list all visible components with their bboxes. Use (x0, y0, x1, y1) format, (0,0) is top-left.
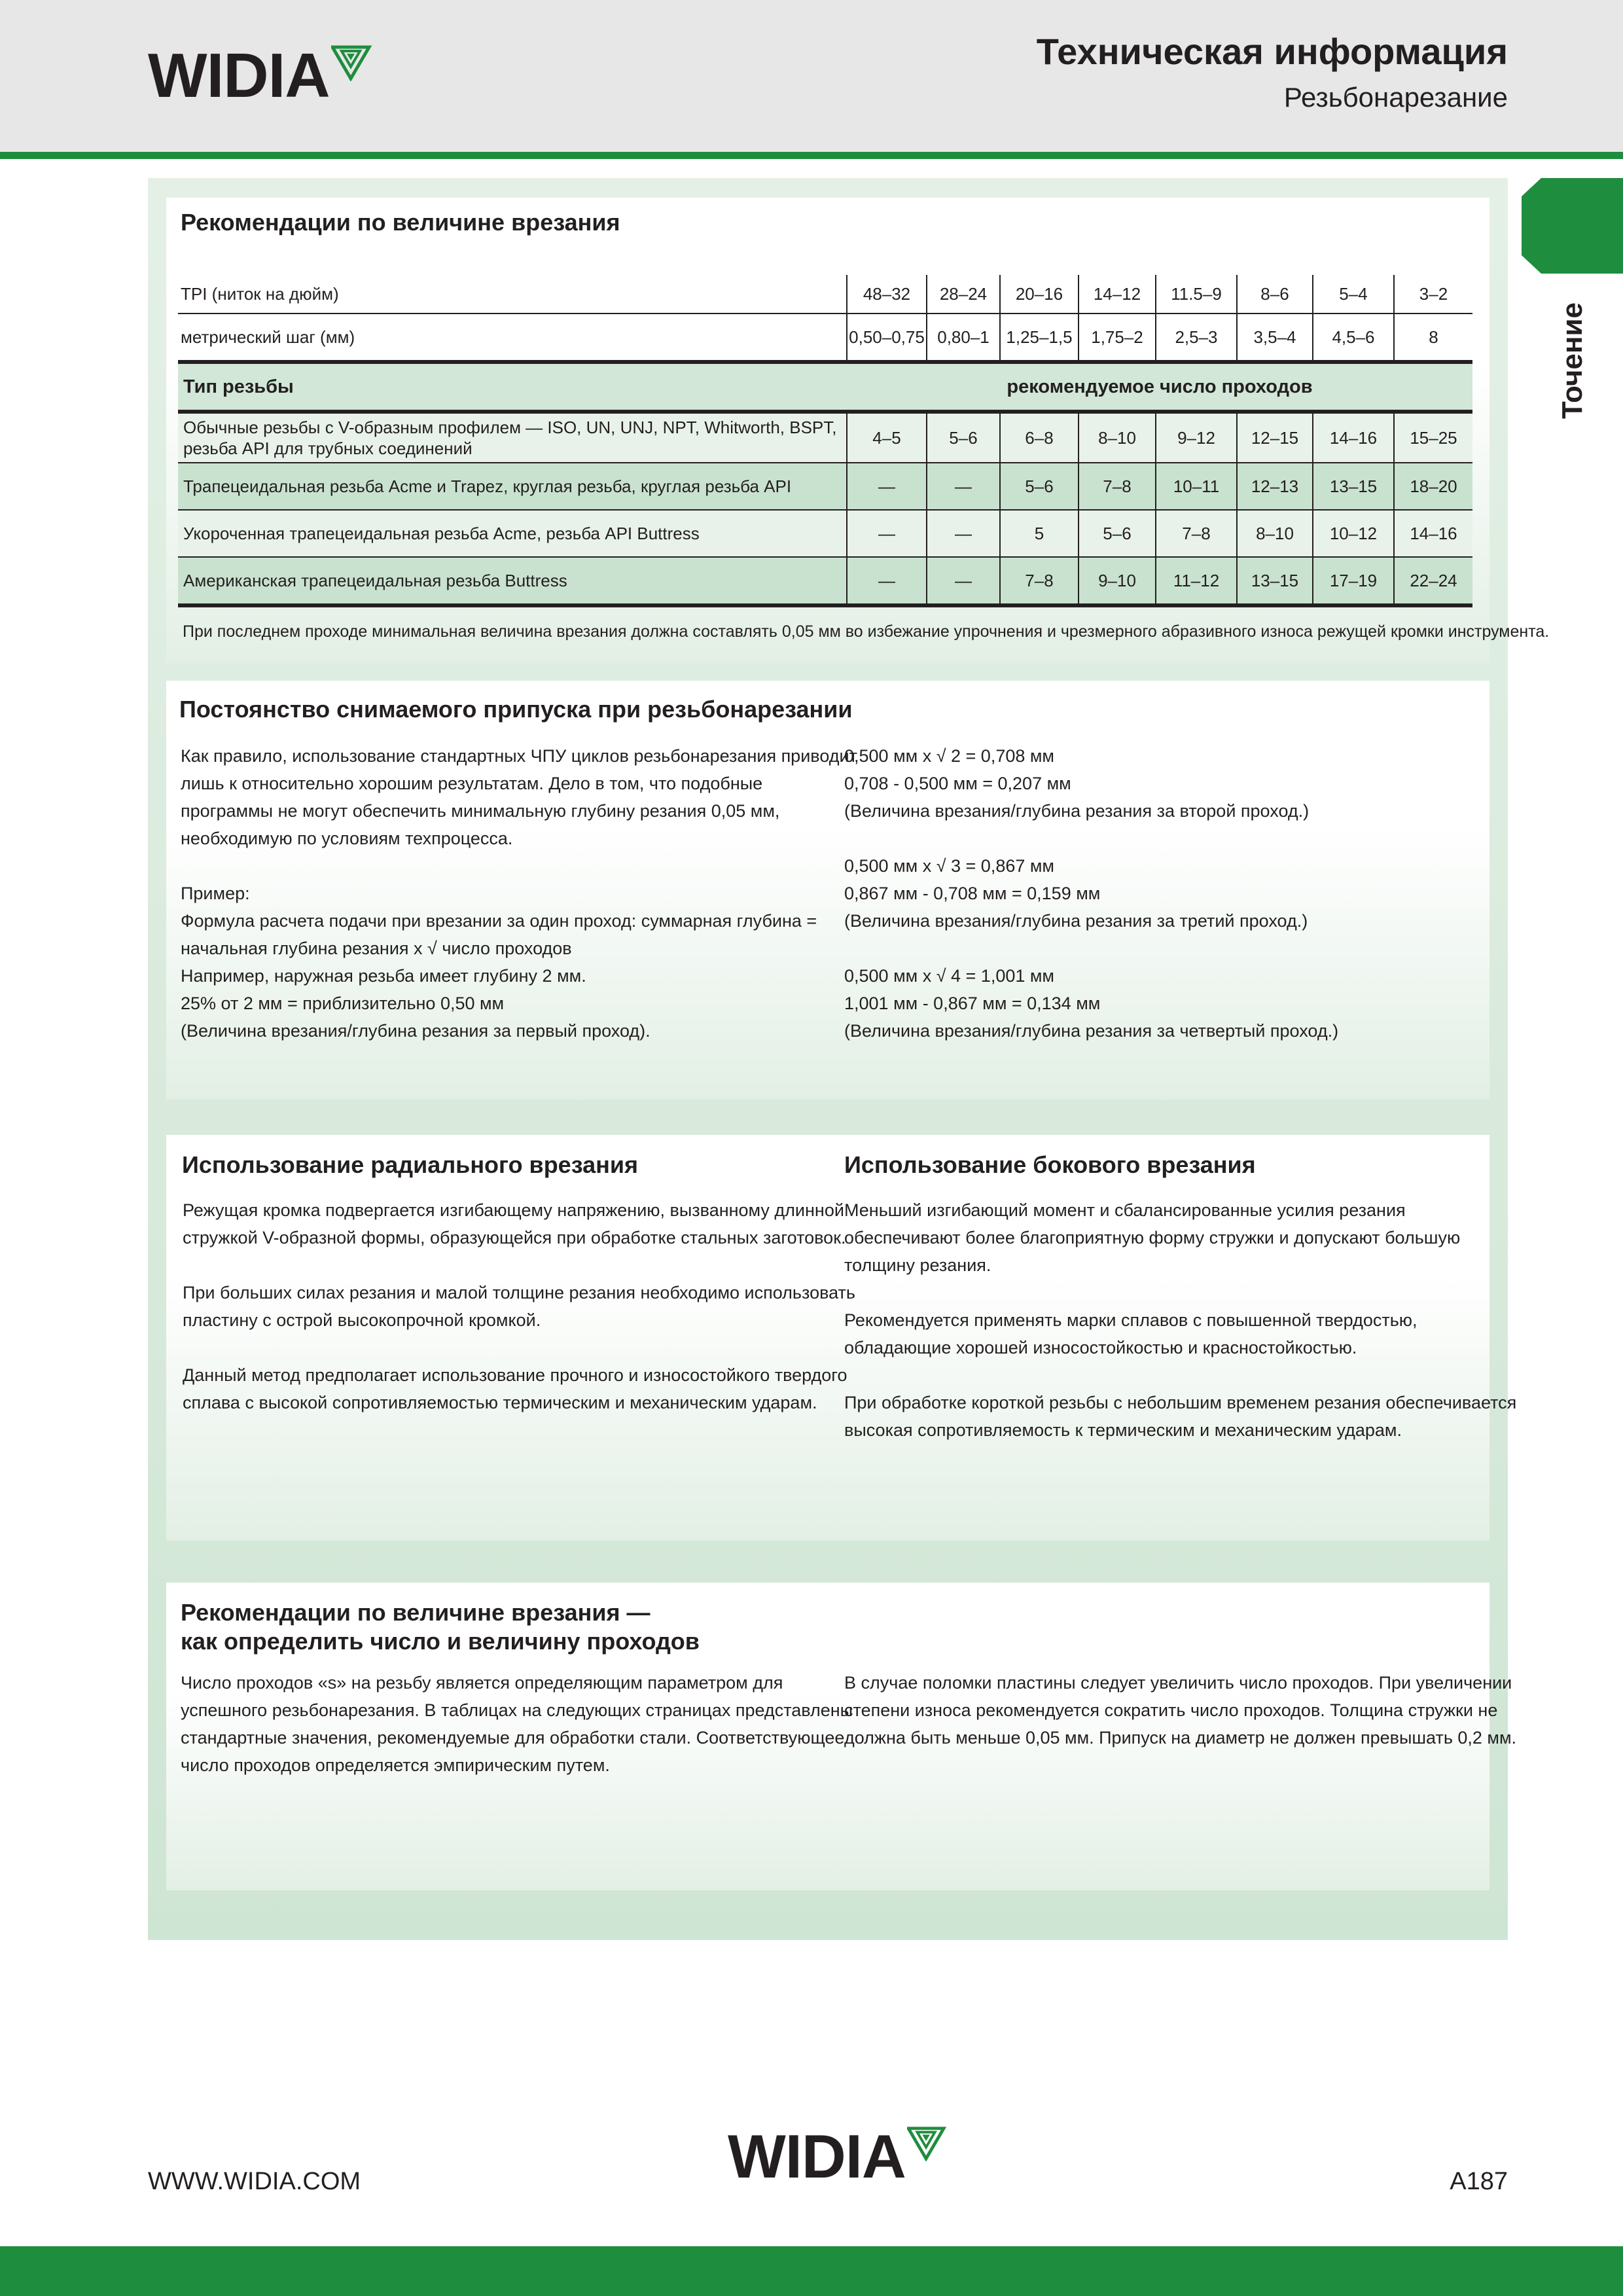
table-row (178, 463, 1472, 510)
passes-cell: 9–10 (1079, 557, 1156, 605)
section4-title: Рекомендации по величине врезания — как определить число и величину проходов (181, 1599, 700, 1655)
page-subtitle: Резьбонарезание (1283, 82, 1508, 113)
tpi-cell: 20–16 (1000, 275, 1079, 314)
footer-website-link[interactable]: WWW.WIDIA.COM (148, 2168, 361, 2195)
passes-cell: 14–16 (1394, 510, 1472, 557)
metric-cell: 0,50–0,75 (847, 314, 927, 362)
metric-cell: 3,5–4 (1237, 314, 1313, 362)
section4-left-text: Число проходов «s» на резьбу является определяющим параметром для успешного резьбонарезания. В таблицах на следующих страницах представлены стандартные значения, рекомендуемые для обработки стали. Соответствующее число проходов определяется эмпирическим путем. (181, 1673, 853, 1775)
footer-logo-wordmark: WIDIA (728, 2122, 906, 2191)
tpi-cell: 8–6 (1237, 275, 1313, 314)
passes-header: рекомендуемое число проходов (847, 362, 1472, 412)
header-logo[interactable] (148, 43, 372, 109)
passes-cell: — (927, 557, 1000, 605)
thread-type: Трапецеидальная резьба Acme и Trapez, круглая резьба, круглая резьба API (178, 463, 847, 510)
footer-logo-triangles-icon (907, 2126, 946, 2161)
thread-type: Укороченная трапецеидальная резьба Acme, резьба API Buttress (178, 510, 847, 557)
footer-logo[interactable] (728, 2122, 946, 2191)
radial-infeed-title: Использование радиального врезания (182, 1151, 639, 1178)
passes-cell: — (847, 557, 927, 605)
table-row (178, 412, 1472, 463)
passes-cell: — (927, 463, 1000, 510)
tpi-cell: 3–2 (1394, 275, 1472, 314)
passes-cell: 5–6 (1079, 510, 1156, 557)
table-header-row (178, 362, 1472, 412)
footer-band (0, 2246, 1623, 2296)
metric-cell: 1,75–2 (1079, 314, 1156, 362)
passes-cell: 5–6 (1000, 463, 1079, 510)
metric-cell: 1,25–1,5 (1000, 314, 1079, 362)
flank-infeed-text: Меньший изгибающий момент и сбалансированные усилия резания обеспечивают более благоприятную форму стружки и допускают большую толщину резания. Рекомендуется применять марки сплавов с повышенной твердостью, обладающие хорошей износостойкостью и красностойкостью. При обработке короткой резьбы с небольшим временем резания обеспечивается высокая сопротивляемость к термическим и механическим ударам. (844, 1200, 1517, 1440)
passes-cell: 10–11 (1156, 463, 1237, 510)
passes-table (178, 275, 1472, 607)
tpi-cell: 14–12 (1079, 275, 1156, 314)
tpi-cell: 28–24 (927, 275, 1000, 314)
section2-left-text: Как правило, использование стандартных ЧПУ циклов резьбонарезания приводит лишь к относительно хорошим результатам. Дело в том, что подобные программы не могут обеспечить минимальную глубину резания 0,05 мм, необходимую по условиям техпроцесса. Пример: Формула расчета подачи при врезании за один проход: суммарная глубина = начальная глубина резания x √ число проходов Например, наружная резьба имеет глубину 2 мм. 25% от 2 мм = приблизительно 0,50 мм (Величина врезания/глубина резания за первый проход). (181, 746, 857, 1041)
logo-triangles-icon (331, 45, 372, 81)
metric-cell: 4,5–6 (1313, 314, 1394, 362)
passes-cell: — (927, 510, 1000, 557)
passes-cell: 12–15 (1237, 412, 1313, 463)
passes-cell: 4–5 (847, 412, 927, 463)
section2-title: Постоянство снимаемого припуска при резьбонарезании (179, 696, 853, 723)
passes-cell: 12–13 (1237, 463, 1313, 510)
passes-cell: 5 (1000, 510, 1079, 557)
passes-cell: 8–10 (1079, 412, 1156, 463)
thread-type: Обычные резьбы с V-образным профилем — ISO, UN, UNJ, NPT, Whitworth, BSPT, резьба API для трубных соединений (178, 412, 847, 463)
passes-cell: 5–6 (927, 412, 1000, 463)
thread-type: Американская трапецеидальная резьба Buttress (178, 557, 847, 605)
tpi-label: TPI (ниток на дюйм) (178, 275, 847, 314)
metric-cell: 0,80–1 (927, 314, 1000, 362)
table-row (178, 510, 1472, 557)
metric-pitch-row (178, 314, 1472, 362)
passes-cell: 13–15 (1313, 463, 1394, 510)
flank-infeed-title: Использование бокового врезания (844, 1151, 1256, 1178)
passes-cell: 22–24 (1394, 557, 1472, 605)
section4-right-text: В случае поломки пластины следует увеличить число проходов. При увеличении степени износа рекомендуется сократить число проходов. Толщина стружки не должна быть меньше 0,05 мм. Припуск на диаметр не должен превышать 0,2 мм. (844, 1673, 1517, 1748)
page-number: A187 (1450, 2168, 1508, 2195)
tpi-row (178, 275, 1472, 314)
passes-cell: 8–10 (1237, 510, 1313, 557)
section1-title: Рекомендации по величине врезания (181, 209, 620, 236)
passes-cell: — (847, 510, 927, 557)
passes-cell: 18–20 (1394, 463, 1472, 510)
tpi-cell: 5–4 (1313, 275, 1394, 314)
passes-cell: 10–12 (1313, 510, 1394, 557)
tpi-cell: 48–32 (847, 275, 927, 314)
section1-note: При последнем проходе минимальная величина врезания должна составлять 0,05 мм во избежание упрочнения и чрезмерного абразивного износа режущей кромки инструмента. (183, 622, 1550, 641)
side-tab-marker[interactable] (1522, 178, 1623, 274)
passes-cell: 15–25 (1394, 412, 1472, 463)
passes-cell: 7–8 (1156, 510, 1237, 557)
metric-label: метрический шаг (мм) (178, 314, 847, 362)
passes-cell: 7–8 (1079, 463, 1156, 510)
page-title: Техническая информация (1036, 31, 1508, 72)
section2-right-text: 0,500 мм x √ 2 = 0,708 мм 0,708 - 0,500 мм = 0,207 мм (Величина врезания/глубина резания за второй проход.) 0,500 мм x √ 3 = 0,867 мм 0,867 мм - 0,708 мм = 0,159 мм (Величина врезания/глубина резания за третий проход.) 0,500 мм x √ 4 = 1,001 мм 1,001 мм - 0,867 мм = 0,134 мм (Величина врезания/глубина резания за четвертый проход.) (844, 746, 1339, 1041)
passes-cell: 17–19 (1313, 557, 1394, 605)
passes-cell: 6–8 (1000, 412, 1079, 463)
radial-infeed-text: Режущая кромка подвергается изгибающему напряжению, вызванному длинной стружкой V-образной формы, образующейся при обработке стальных заготовок. При больших силах резания и малой толщине резания необходимо использовать пластину с острой высокопрочной кромкой. Данный метод предполагает использование прочного и износостойкого твердого сплава с высокой сопротивляемостью термическим и механическим ударам. (183, 1200, 855, 1412)
passes-cell: 11–12 (1156, 557, 1237, 605)
table-row (178, 557, 1472, 605)
passes-cell: 7–8 (1000, 557, 1079, 605)
side-tab-label: Точение (1556, 302, 1588, 419)
metric-cell: 8 (1394, 314, 1472, 362)
passes-cell: 9–12 (1156, 412, 1237, 463)
tpi-cell: 11.5–9 (1156, 275, 1237, 314)
logo-wordmark: WIDIA (148, 41, 330, 111)
type-header: Тип резьбы (178, 362, 847, 412)
passes-cell: — (847, 463, 927, 510)
header-divider (0, 152, 1623, 159)
passes-cell: 13–15 (1237, 557, 1313, 605)
passes-cell: 14–16 (1313, 412, 1394, 463)
metric-cell: 2,5–3 (1156, 314, 1237, 362)
